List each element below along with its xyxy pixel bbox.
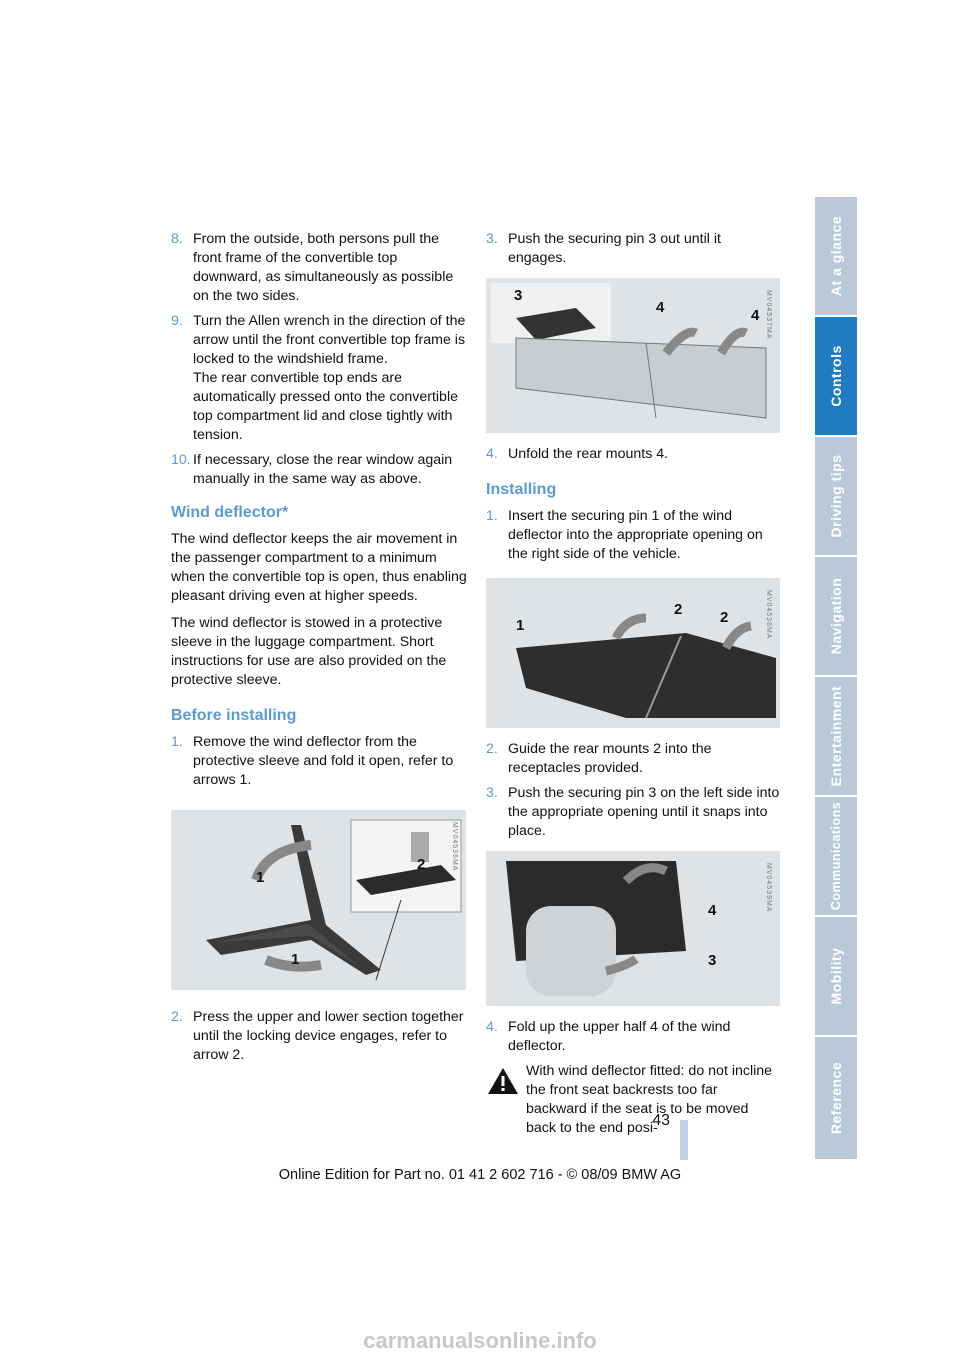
step-number: 2. [486,741,498,757]
tab-label: Mobility [828,947,844,1005]
insert-pin-illustration [486,578,780,728]
step-text: Fold up the upper half 4 of the wind deflector. [508,1019,731,1054]
step-10 [171,451,467,489]
tab-label: Navigation [828,577,844,655]
paragraph: The wind deflector keeps the air movement in the passenger compartment to a minimum when the convertible top is open, thus enabling pleasant driving even at higher speeds. [171,531,467,604]
figure-fold-open [171,810,466,990]
step-number: 3. [486,785,498,801]
sidebar-tab-at-a-glance[interactable] [815,197,857,317]
footer-text: Online Edition for Part no. 01 41 2 602 716 - © 08/09 BMW AG [278,1167,682,1183]
tab-label: Entertainment [828,685,844,787]
step-text: Turn the Allen wrench in the direction of the arrow until the front convertible top frame is locked to the windshield frame. The rear convertible top ends are automatically pressed onto the convertible top compartment lid and close tightly with tension. [193,313,466,443]
step-number: 10. [171,452,191,468]
securing-pin-illustration [486,278,780,433]
step-number: 9. [171,313,183,329]
step-text: Press the upper and lower section together until the locking device engages, refer to arrow 2. [193,1009,464,1063]
step-k4 [486,1018,782,1056]
step-number: 3. [486,231,498,247]
step-r4 [486,445,782,464]
sidebar-tab-communications[interactable] [815,797,857,917]
right-column [486,230,782,1138]
label-3: 3 [514,287,523,304]
fold-up-illustration [486,851,780,1006]
figure-code: MV04538MA [765,590,772,640]
label-1: 1 [291,951,300,968]
figure-securing-pin-out [486,278,780,433]
tab-label: Controls [828,345,844,407]
watermark: carmanualsonline.info [363,1328,597,1353]
step-i1 [486,507,782,564]
wind-deflector-fold-illustration [171,810,466,990]
step-j3 [486,784,782,841]
paragraph: The wind deflector is stowed in a protective sleeve in the luggage compartment. Short instructions for use are also provided on the protective sleeve. [171,615,447,688]
tab-label: Driving tips [828,454,844,538]
step-number: 1. [486,508,498,524]
step-text: If necessary, close the rear window again manually in the same way as above. [193,452,453,487]
label-3: 3 [708,952,717,969]
sidebar-tab-reference[interactable] [815,1037,857,1161]
tab-label: Communications [829,801,843,911]
step-b2 [171,1008,467,1065]
sidebar-tab-navigation[interactable] [815,557,857,677]
figure-code: MV04539MA [765,863,772,913]
label-2: 2 [417,856,426,873]
step-j2 [486,740,782,778]
step-text: Push the securing pin 3 on the left side into the appropriate opening until it snaps into place. [508,785,780,839]
step-number: 8. [171,231,183,247]
figure-code: MV04537MA [765,290,772,340]
label-2: 2 [674,601,683,618]
step-text: Push the securing pin 3 out until it engages. [508,231,721,266]
step-text: Remove the wind deflector from the protective sleeve and fold it open, refer to arrows 1. [193,734,454,788]
left-column [171,230,467,1071]
step-8 [171,230,467,306]
step-number: 4. [486,1019,498,1035]
figure-fold-up [486,851,780,1006]
label-4: 4 [708,902,717,919]
step-9 [171,312,467,445]
heading-installing: Installing [486,481,557,498]
figure-code: MV04536MA [451,822,458,872]
tab-label: At a glance [828,215,844,297]
warning-icon [486,1066,520,1096]
label-1: 1 [256,869,265,886]
sidebar-tab-driving-tips[interactable] [815,437,857,557]
sidebar-tab-entertainment[interactable] [815,677,857,797]
label-1: 1 [516,617,525,634]
step-number: 4. [486,446,498,462]
warning-text: With wind deflector fitted: do not incline the front seat backrests too far backward if the seat is to be moved back to the end posi- [526,1063,773,1136]
step-text: Guide the rear mounts 2 into the receptacles provided. [508,741,712,776]
step-text: Insert the securing pin 1 of the wind deflector into the appropriate opening on the right side of the vehicle. [508,508,763,562]
step-number: 2. [171,1009,183,1025]
sidebar-tab-mobility[interactable] [815,917,857,1037]
page-marker-bar [680,1120,688,1160]
step-r3 [486,230,782,268]
step-text: From the outside, both persons pull the front frame of the convertible top downward, as simultaneously as possible on the two sides. [193,231,454,304]
sidebar-tab-controls[interactable] [815,317,857,437]
heading-before-installing: Before installing [171,707,297,724]
label-2: 2 [720,609,729,626]
section-sidebar [815,197,857,1159]
page-number: 43 [652,1112,670,1129]
figure-insert-pin [486,578,780,728]
heading-wind-deflector: Wind deflector* [171,504,289,521]
step-b1 [171,733,467,790]
step-text: Unfold the rear mounts 4. [508,446,669,462]
tab-label: Reference [828,1061,844,1135]
label-4: 4 [656,299,665,316]
label-4: 4 [751,307,760,324]
step-number: 1. [171,734,183,750]
